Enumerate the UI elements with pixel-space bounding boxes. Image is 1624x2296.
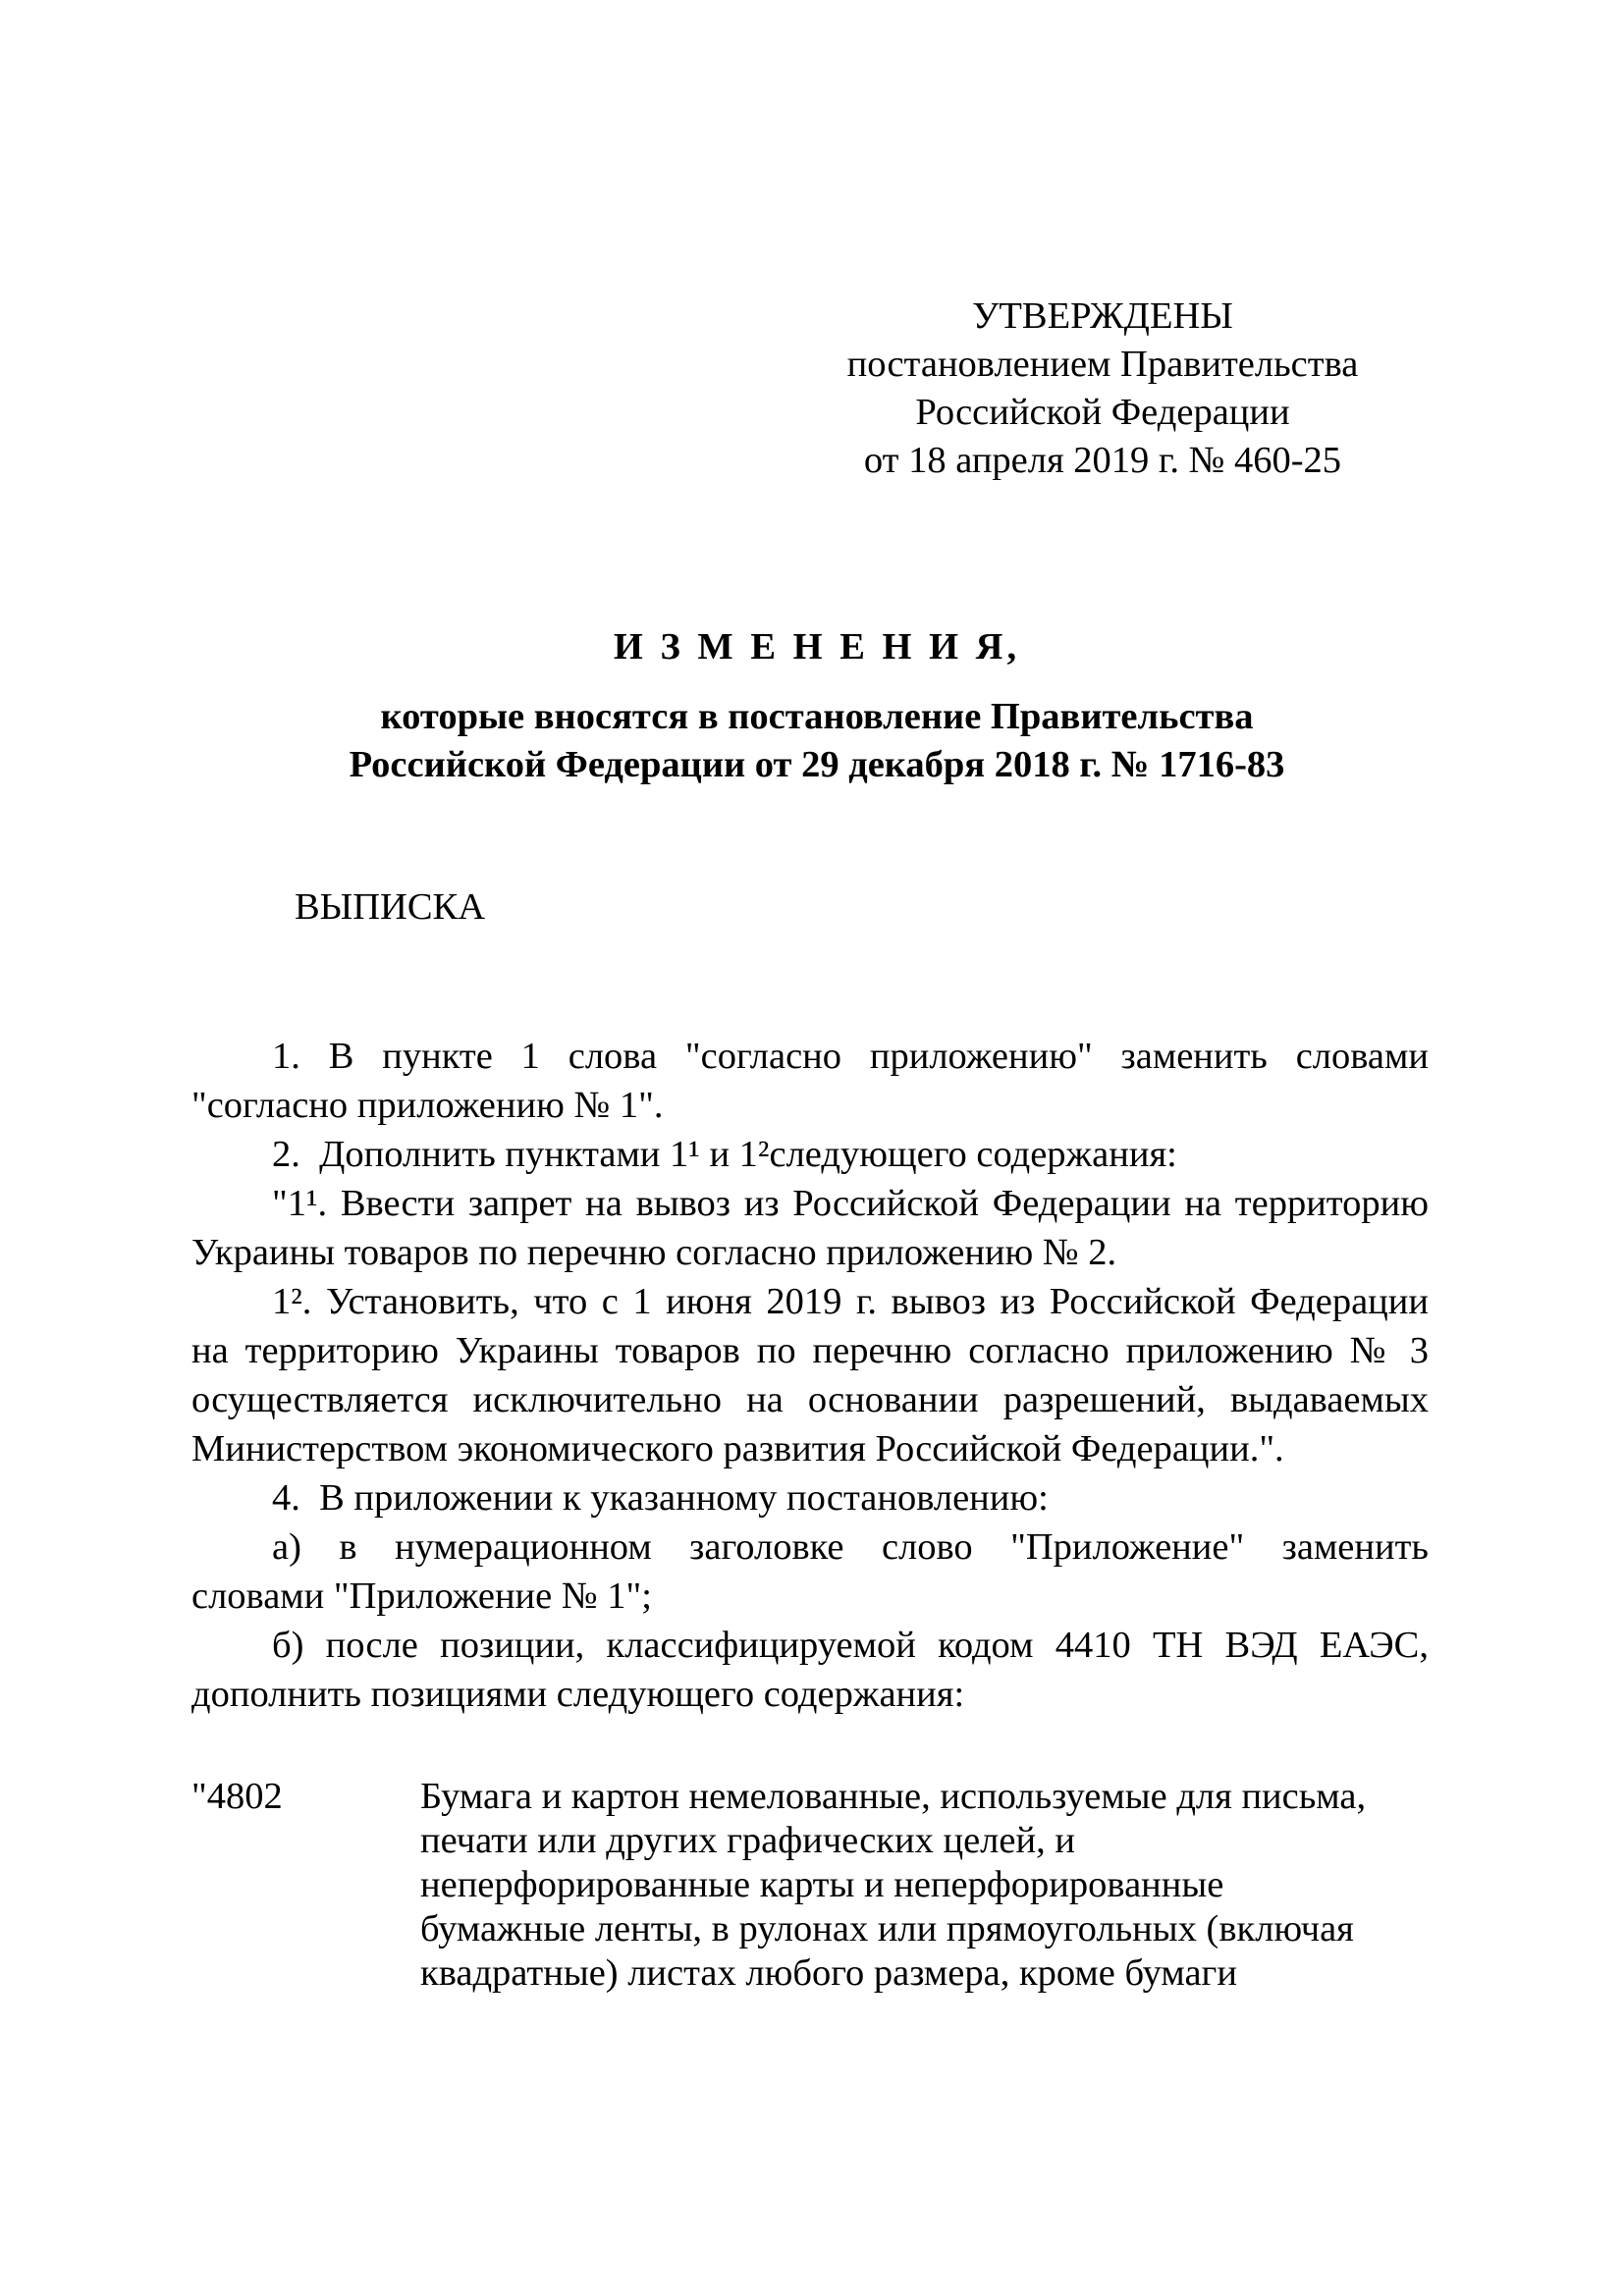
goods-table	[191, 1775, 1429, 1996]
document-title	[196, 623, 1437, 789]
document-body	[191, 1032, 1429, 1719]
text-line: Украины товаров по перечню согласно приложению № 2.	[191, 1232, 1117, 1273]
paragraph-7	[191, 1621, 1429, 1719]
text-line: словами "Приложение № 1";	[191, 1575, 652, 1617]
text-line: Бумага и картон немелованные, используемые для письма,	[420, 1776, 1367, 1817]
tn-ved-code: "4802	[191, 1776, 283, 1817]
text-line: неперфорированные карты и неперфорированные	[420, 1864, 1224, 1905]
extract-label: ВЫПИСКА	[295, 886, 486, 928]
goods-description	[420, 1775, 1429, 1996]
approval-line-3: Российской Федерации	[915, 392, 1290, 433]
title-line-3: Российской Федерации от 29 декабря 2018 г. № 1716-83	[349, 744, 1285, 785]
text-line: дополнить позициями следующего содержания:	[191, 1674, 965, 1715]
paragraph-4	[191, 1277, 1429, 1473]
paragraph-1	[191, 1032, 1429, 1130]
paragraph-6	[191, 1522, 1429, 1621]
text-line: а) в нумерационном заголовке слово "Приложение" заменить	[272, 1526, 1429, 1568]
text-line: осуществляется исключительно на основании разрешений, выдаваемых	[191, 1379, 1429, 1420]
text-line: квадратные) листах любого размера, кроме бумаги	[420, 1952, 1237, 1994]
text-line: 1. В пункте 1 слова "согласно приложению" заменить словами	[272, 1036, 1429, 1077]
title-line-2: которые вносятся в постановление Правительства	[380, 696, 1254, 737]
approval-line-1: УТВЕРЖДЕНЫ	[972, 295, 1233, 337]
title-heading: И З М Е Н Е Н И Я,	[613, 626, 1021, 667]
text-line: 2. Дополнить пунктами 1¹ и 1²следующего содержания:	[272, 1134, 1177, 1175]
text-line: 1². Установить, что с 1 июня 2019 г. вывоз из Российской Федерации	[272, 1281, 1429, 1322]
text-line: "1¹. Ввести запрет на вывоз из Российской Федерации на территорию	[272, 1183, 1429, 1224]
text-line: "согласно приложению № 1".	[191, 1085, 664, 1126]
approval-line-4: от 18 апреля 2019 г. № 460-25	[863, 440, 1342, 481]
table-row	[191, 1775, 1429, 1996]
paragraph-3	[191, 1179, 1429, 1277]
text-line: Министерством экономического развития Российской Федерации.".	[191, 1428, 1284, 1469]
approval-line-2: постановлением Правительства	[846, 344, 1359, 385]
text-line: б) после позиции, классифицируемой кодом 4410 ТН ВЭД ЕАЭС,	[272, 1625, 1429, 1666]
paragraph-5	[191, 1473, 1429, 1522]
text-line: на территорию Украины товаров по перечню согласно приложению № 3	[191, 1330, 1429, 1371]
paragraph-2	[191, 1130, 1429, 1179]
approval-block	[842, 293, 1363, 485]
text-line: 4. В приложении к указанному постановлению:	[272, 1477, 1049, 1519]
text-line: печати или других графических целей, и	[420, 1820, 1075, 1861]
text-line: бумажные ленты, в рулонах или прямоугольных (включая	[420, 1908, 1354, 1949]
